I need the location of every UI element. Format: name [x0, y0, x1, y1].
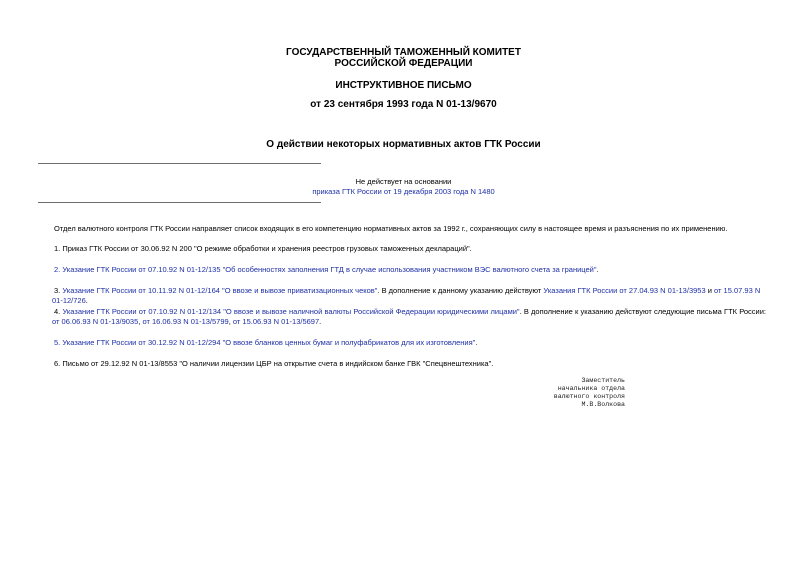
document-date: от 23 сентября 1993 года N 01-13/9670: [310, 99, 497, 110]
list-item-3-number: 3.: [54, 286, 61, 295]
document-title: О действии некоторых нормативных актов ГТК России: [266, 139, 541, 150]
item-3-link-2[interactable]: Указания ГТК России от 27.04.93 N 01-13/3953: [543, 286, 706, 295]
divider-bottom: [38, 202, 321, 203]
org-name-line2: РОССИЙСКОЙ ФЕДЕРАЦИИ: [334, 58, 473, 69]
list-item-3: [52, 286, 766, 306]
item-4-link-2[interactable]: от 06.06.93 N 01-13/9035: [52, 317, 139, 326]
signature-line-1: Заместитель: [581, 377, 625, 384]
item-5-link[interactable]: Указание ГТК России от 30.12.92 N 01-12/294 "О ввозе бланков ценных бумаг и полуфабрикатов для их изготовления": [62, 338, 476, 347]
list-item-2: [52, 265, 766, 275]
list-item-4-number: 4.: [54, 307, 61, 316]
org-name-line1: ГОСУДАРСТВЕННЫЙ ТАМОЖЕННЫЙ КОМИТЕТ: [286, 47, 521, 58]
document-type: ИНСТРУКТИВНОЕ ПИСЬМО: [335, 80, 472, 91]
signature-line-2: начальника отдела: [557, 385, 625, 392]
item-3-link-3[interactable]: от 15.07.93 N 01-12/726: [52, 286, 761, 305]
item-5-end: .: [475, 338, 478, 347]
item-3-end: .: [85, 296, 88, 305]
list-item-4: [52, 307, 766, 327]
item-4-text: . В дополнение к указанию действуют следующие письма ГТК России:: [519, 307, 766, 316]
signature-line-3: валютного контроля: [553, 393, 625, 400]
item-3-text: . В дополнение к данному указанию действуют: [377, 286, 542, 295]
item-4-sep-2: ,: [228, 317, 233, 326]
status-notice: Не действует на основании: [355, 177, 452, 186]
intro-paragraph: Отдел валютного контроля ГТК России направляет список входящих в его компетенцию нормативных актов за 1992 г., сохраняющих силу в настоящее время и разъяснения по их применению.: [54, 224, 728, 233]
list-item-5-number: 5.: [54, 338, 61, 347]
signature-name: М.В.Волкова: [581, 401, 625, 408]
list-item-1: 1. Приказ ГТК России от 30.06.92 N 200 "О режиме обработки и хранения реестров грузовых таможенных деклараций".: [54, 244, 472, 253]
list-item-2-number: 2.: [54, 265, 61, 274]
item-2-link[interactable]: Указание ГТК России от 07.10.92 N 01-12/135 "Об особенностях заполнения ГТД в случае использования участником ВЭС валютного счета за границей": [62, 265, 597, 274]
item-4-link[interactable]: Указание ГТК России от 07.10.92 N 01-12/134 "О ввозе и вывозе наличной валюты Российской Федерации юридическими лицами": [62, 307, 520, 316]
item-3-and: и: [707, 286, 712, 295]
list-item-6: 6. Письмо от 29.12.92 N 01-13/8553 "О наличии лицензии ЦБР на открытие счета в индийском банке ГВК "Спецвнештехника".: [54, 359, 494, 368]
item-4-sep-1: ,: [138, 317, 143, 326]
item-3-link[interactable]: Указание ГТК России от 10.11.92 N 01-12/164 "О ввозе и вывозе приватизационных чеков": [62, 286, 378, 295]
item-2-end: .: [596, 265, 599, 274]
repeal-order-link[interactable]: приказа ГТК России от 19 декабря 2003 года N 1480: [312, 187, 495, 196]
list-item-5: [52, 338, 766, 348]
item-4-end: .: [319, 317, 322, 326]
item-4-link-4[interactable]: от 15.06.93 N 01-13/5697: [232, 317, 320, 326]
divider-top: [38, 163, 321, 164]
item-4-link-3[interactable]: от 16.06.93 N 01-13/5799: [142, 317, 229, 326]
